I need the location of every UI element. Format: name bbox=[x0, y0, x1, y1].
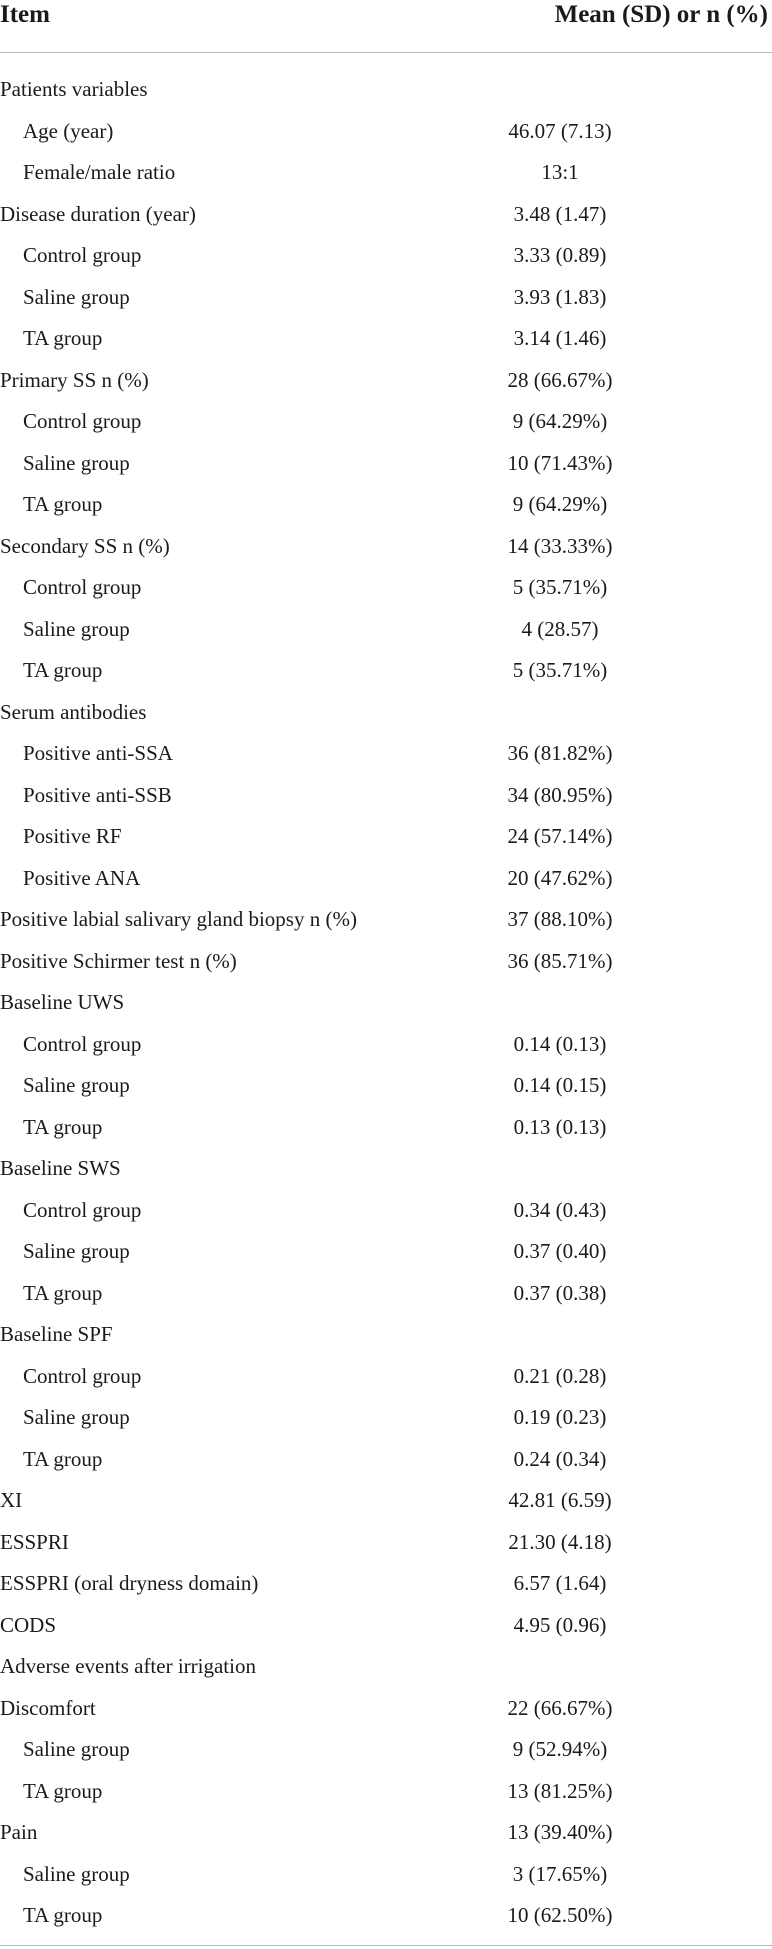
row-value: 0.14 (0.13) bbox=[513, 1031, 607, 1056]
row-label: Age (year) bbox=[23, 118, 114, 143]
table-row bbox=[0, 1316, 772, 1358]
row-label: Saline group bbox=[23, 284, 130, 309]
table-row bbox=[0, 486, 772, 528]
row-label: ESSPRI bbox=[0, 1529, 69, 1554]
row-value: 10 (71.43%) bbox=[507, 450, 613, 475]
row-value: 21.30 (4.18) bbox=[508, 1529, 612, 1554]
row-value: 4.95 (0.96) bbox=[513, 1612, 607, 1637]
table-row bbox=[0, 943, 772, 985]
row-label: CODS bbox=[0, 1612, 57, 1637]
row-value: 3.93 (1.83) bbox=[513, 284, 607, 309]
table-bottom-rule bbox=[0, 1945, 772, 1946]
table-row bbox=[0, 1358, 772, 1400]
row-label: Control group bbox=[23, 575, 142, 599]
row-value: 24 (57.14%) bbox=[507, 824, 613, 848]
row-label: Positive labial salivary gland biopsy n (%) bbox=[0, 907, 357, 931]
row-label: Discomfort bbox=[0, 1695, 96, 1720]
row-label: Pain bbox=[0, 1820, 38, 1844]
row-value: 42.81 (6.59) bbox=[508, 1488, 612, 1512]
row-label: Saline group bbox=[23, 1239, 130, 1263]
table-row bbox=[0, 1814, 772, 1856]
row-label: Positive ANA bbox=[23, 865, 141, 890]
row-label: Positive Schirmer test n (%) bbox=[0, 948, 237, 973]
table-body bbox=[0, 53, 772, 1939]
table-row bbox=[0, 1275, 772, 1317]
row-label: Positive anti-SSB bbox=[23, 782, 172, 807]
row-value: 13:1 bbox=[541, 160, 579, 184]
row-label: Baseline SPF bbox=[0, 1322, 113, 1346]
row-label: Patients variables bbox=[0, 77, 148, 101]
table-row bbox=[0, 1026, 772, 1068]
row-label: TA group bbox=[23, 658, 103, 682]
table-row bbox=[0, 984, 772, 1026]
row-value: 6.57 (1.64) bbox=[513, 1571, 607, 1595]
row-label: Control group bbox=[23, 1197, 142, 1222]
row-label: Positive RF bbox=[23, 824, 122, 848]
table-row bbox=[0, 694, 772, 736]
table-row bbox=[0, 611, 772, 653]
table-row bbox=[0, 196, 772, 238]
row-label: Saline group bbox=[23, 1861, 130, 1886]
row-label: Saline group bbox=[23, 1405, 130, 1429]
row-label: Saline group bbox=[23, 450, 130, 475]
row-label: Secondary SS n (%) bbox=[0, 533, 170, 558]
row-value: 5 (35.71%) bbox=[512, 575, 608, 599]
row-label: XI bbox=[0, 1488, 23, 1512]
row-label: Baseline SWS bbox=[0, 1156, 121, 1180]
table-row bbox=[0, 279, 772, 321]
row-label: Saline group bbox=[23, 616, 130, 641]
row-label: TA group bbox=[23, 1446, 103, 1471]
table-row bbox=[0, 1192, 772, 1234]
row-label: Positive anti-SSA bbox=[23, 741, 173, 765]
column-header-value: Mean (SD) or n (%) bbox=[554, 1, 768, 28]
table-row bbox=[0, 1067, 772, 1109]
row-label: Control group bbox=[23, 243, 142, 267]
row-value: 0.34 (0.43) bbox=[513, 1197, 607, 1222]
row-value: 36 (81.82%) bbox=[507, 741, 613, 765]
row-value: 14 (33.33%) bbox=[507, 533, 613, 558]
row-value: 0.24 (0.34) bbox=[513, 1446, 607, 1471]
table-row bbox=[0, 237, 772, 279]
row-value: 3 (17.65%) bbox=[512, 1861, 608, 1886]
table-row bbox=[0, 320, 772, 362]
row-value: 3.33 (0.89) bbox=[513, 243, 607, 267]
table-row bbox=[0, 860, 772, 902]
table-row bbox=[0, 735, 772, 777]
row-value: 13 (81.25%) bbox=[507, 1778, 613, 1803]
table-row bbox=[0, 71, 772, 113]
table-row bbox=[0, 1399, 772, 1441]
table-row bbox=[0, 1441, 772, 1483]
table-row bbox=[0, 528, 772, 570]
table-row bbox=[0, 1773, 772, 1815]
row-label: Adverse events after irrigation bbox=[0, 1654, 256, 1678]
table-row bbox=[0, 403, 772, 445]
row-value: 3.48 (1.47) bbox=[513, 201, 607, 226]
table-row bbox=[0, 1233, 772, 1275]
table-row bbox=[0, 1731, 772, 1773]
row-label: Control group bbox=[23, 1031, 142, 1056]
table-row bbox=[0, 1150, 772, 1192]
table-row bbox=[0, 1482, 772, 1524]
row-value: 13 (39.40%) bbox=[507, 1820, 613, 1844]
table-row bbox=[0, 1524, 772, 1566]
row-value: 20 (47.62%) bbox=[507, 865, 613, 890]
table-row bbox=[0, 154, 772, 196]
row-label: Saline group bbox=[23, 1737, 130, 1761]
table-row bbox=[0, 445, 772, 487]
table-row bbox=[0, 1648, 772, 1690]
row-label: Female/male ratio bbox=[23, 160, 176, 184]
row-value: 34 (80.95%) bbox=[507, 782, 613, 807]
table-row bbox=[0, 113, 772, 155]
table-row bbox=[0, 777, 772, 819]
row-label: Saline group bbox=[23, 1073, 130, 1097]
row-value: 28 (66.67%) bbox=[507, 367, 613, 392]
table-row bbox=[0, 652, 772, 694]
row-value: 0.37 (0.40) bbox=[513, 1239, 607, 1263]
row-label: TA group bbox=[23, 1903, 103, 1927]
row-value: 5 (35.71%) bbox=[512, 658, 608, 682]
row-value: 22 (66.67%) bbox=[507, 1695, 613, 1720]
row-label: TA group bbox=[23, 1280, 103, 1305]
row-label: TA group bbox=[23, 1778, 103, 1803]
row-value: 3.14 (1.46) bbox=[513, 326, 607, 350]
row-value: 36 (85.71%) bbox=[507, 948, 613, 973]
row-value: 0.37 (0.38) bbox=[513, 1280, 607, 1305]
row-label: ESSPRI (oral dryness domain) bbox=[0, 1571, 259, 1595]
row-label: Control group bbox=[23, 1363, 142, 1388]
row-value: 9 (52.94%) bbox=[512, 1737, 608, 1761]
row-value: 0.13 (0.13) bbox=[513, 1114, 607, 1139]
row-value: 4 (28.57) bbox=[521, 616, 599, 641]
row-value: 37 (88.10%) bbox=[507, 907, 613, 931]
table-row bbox=[0, 1690, 772, 1732]
table-row bbox=[0, 1109, 772, 1151]
table-row bbox=[0, 818, 772, 860]
table-header bbox=[0, 0, 772, 53]
row-value: 9 (64.29%) bbox=[512, 409, 608, 433]
row-label: TA group bbox=[23, 326, 103, 350]
row-label: Control group bbox=[23, 409, 142, 433]
table-row bbox=[0, 901, 772, 943]
row-label: Baseline UWS bbox=[0, 990, 125, 1014]
column-header-item: Item bbox=[0, 1, 50, 28]
row-value: 0.19 (0.23) bbox=[513, 1405, 607, 1429]
table-row bbox=[0, 569, 772, 611]
row-label: Disease duration (year) bbox=[0, 201, 196, 226]
row-value: 46.07 (7.13) bbox=[508, 118, 612, 143]
table-row bbox=[0, 1607, 772, 1649]
table-row bbox=[0, 1565, 772, 1607]
row-label: TA group bbox=[23, 492, 103, 516]
row-label: TA group bbox=[23, 1114, 103, 1139]
row-label: Primary SS n (%) bbox=[0, 367, 149, 392]
table-row bbox=[0, 362, 772, 404]
row-label: Serum antibodies bbox=[0, 699, 147, 724]
table-row bbox=[0, 1856, 772, 1898]
row-value: 10 (62.50%) bbox=[507, 1903, 613, 1927]
row-value: 0.14 (0.15) bbox=[513, 1073, 607, 1097]
table-row bbox=[0, 1897, 772, 1939]
row-value: 9 (64.29%) bbox=[512, 492, 608, 516]
row-value: 0.21 (0.28) bbox=[513, 1363, 607, 1388]
